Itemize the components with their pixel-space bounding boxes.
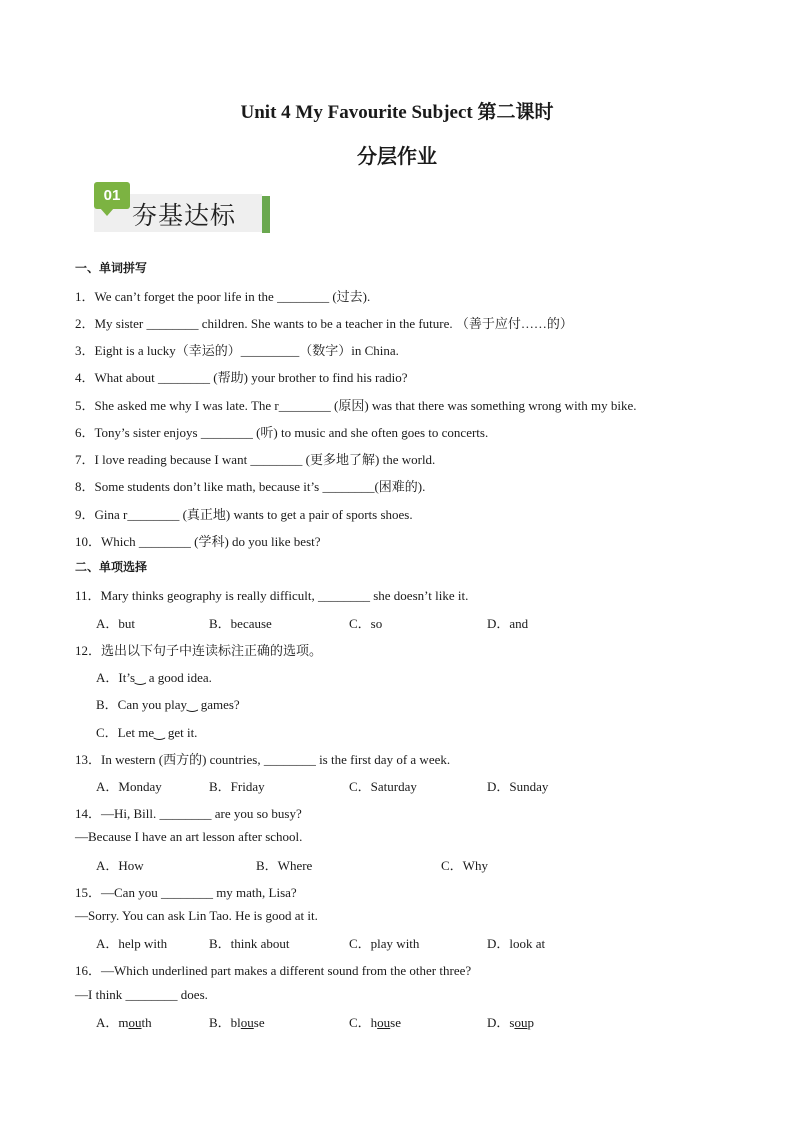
question-11: 11．Mary thinks geography is really difficult, ________ she doesn’t like it. [75,588,469,603]
q11-option-a: A．but [96,616,136,631]
badge-tail [100,208,114,216]
question-1: 1．We can’t forget the poor life in the ________ (过去). [75,289,371,304]
question-7: 7．I love reading because I want ________ (更多地了解) the world. [75,452,436,467]
q15-option-c: C．play with [349,936,420,951]
section-banner [86,182,272,234]
q16-option-b: B．blouse [209,1015,265,1030]
q13-option-a: A．Monday [96,779,162,794]
question-14-reply: —Because I have an art lesson after school. [75,829,303,844]
q14-option-a: A．How [96,858,144,873]
banner-number-badge: 01 [94,182,130,209]
q11-option-c: C．so [349,616,383,631]
question-13: 13．In western (西方的) countries, ________ is the first day of a week. [75,752,451,767]
question-4: 4．What about ________ (帮助) your brother to find his radio? [75,370,408,385]
q15-option-a: A．help with [96,936,168,951]
q11-option-b: B．because [209,616,272,631]
question-6: 6．Tony’s sister enjoys ________ (听) to music and she often goes to concerts. [75,425,489,440]
question-10: 10．Which ________ (学科) do you like best? [75,534,321,549]
q13-option-c: C．Saturday [349,779,417,794]
q15-option-b: B．think about [209,936,290,951]
section-heading-spelling: 一、单词拼写 [75,261,148,275]
q13-option-d: D．Sunday [487,779,549,794]
question-16: 16．—Which underlined part makes a different sound from the other three? [75,963,472,978]
q11-option-d: D．and [487,616,529,631]
question-16-reply: —I think ________ does. [75,987,208,1002]
q15-option-d: D．look at [487,936,546,951]
q12-option-b: B．Can you play‿ games? [96,697,240,712]
question-5: 5．She asked me why I was late. The r________ (原因) was that there was something wrong with my bike. [75,398,637,413]
section-heading-choice: 二、单项选择 [75,560,148,574]
q12-option-a: A．It’s‿ a good idea. [96,670,212,685]
question-9: 9．Gina r________ (真正地) wants to get a pair of sports shoes. [75,507,413,522]
question-3: 3．Eight is a lucky（幸运的）_________（数字）in China. [75,343,399,358]
banner-accent-bar [262,196,270,233]
question-2: 2．My sister ________ children. She wants to be a teacher in the future. （善于应付……的） [75,316,573,331]
q13-option-b: B．Friday [209,779,265,794]
question-12: 12．选出以下句子中连读标注正确的选项。 [75,643,323,658]
question-15-reply: —Sorry. You can ask Lin Tao. He is good at it. [75,908,318,923]
banner-label: 夯基达标 [132,201,237,230]
q16-option-a: A．mouth [96,1015,152,1030]
q16-option-c: C．house [349,1015,402,1030]
q12-option-c: C．Let me‿ get it. [96,725,198,740]
question-8: 8．Some students don’t like math, because it’s ________(困难的). [75,479,426,494]
page-title: Unit 4 My Favourite Subject 第二课时 [240,102,554,123]
q14-option-c: C．Why [441,858,488,873]
question-14: 14．—Hi, Bill. ________ are you so busy? [75,806,302,821]
q14-option-b: B．Where [256,858,313,873]
question-15: 15．—Can you ________ my math, Lisa? [75,885,297,900]
page-subtitle: 分层作业 [357,144,437,168]
q16-option-d: D．soup [487,1015,534,1030]
